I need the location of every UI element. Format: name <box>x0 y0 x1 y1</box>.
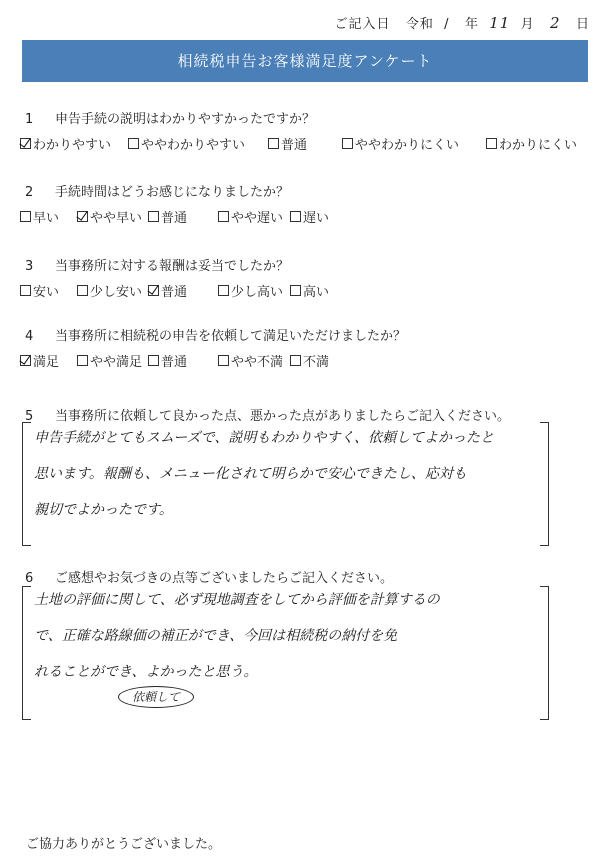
date-label: ご記入日 <box>334 17 391 32</box>
option-label: 満足 <box>33 355 60 370</box>
checkbox-icon[interactable] <box>77 285 88 296</box>
day-value: 2 <box>550 14 561 32</box>
checkbox-icon[interactable] <box>20 285 31 296</box>
inserted-note: 依頼して <box>118 686 194 708</box>
option-1[interactable] <box>20 281 59 300</box>
question-text: 当事務所に相続税の申告を依頼して満足いただけましたか？ <box>55 329 407 344</box>
option-label: 不満 <box>303 355 330 370</box>
question-text: ご感想やお気づきの点等ございましたらご記入ください。 <box>55 571 394 586</box>
answer-line: で、正確な路線価の補正ができ、今回は相続税の納付を免 <box>34 628 398 644</box>
answer-6-field[interactable] <box>34 582 539 690</box>
month-unit: 月 <box>520 17 535 32</box>
question-number: 5 <box>25 409 34 424</box>
option-4[interactable] <box>218 351 283 370</box>
option-label: わかりやすい <box>33 138 112 153</box>
era-label: 令和 <box>405 17 434 32</box>
checkbox-icon[interactable] <box>290 211 301 222</box>
option-label: 高い <box>303 285 330 300</box>
answer-line: 土地の評価に関して、必ず現地調査をしてから評価を計算するの <box>34 592 440 608</box>
checkbox-icon[interactable] <box>128 138 139 149</box>
option-label: わかりにくい <box>499 138 578 153</box>
checkbox-icon[interactable] <box>268 138 279 149</box>
checkbox-icon[interactable] <box>290 285 301 296</box>
answer-bracket-right <box>540 586 549 720</box>
option-label: 普通 <box>161 285 188 300</box>
thank-you-footer: ご協力ありがとうございました。 <box>26 837 222 852</box>
option-3[interactable] <box>148 281 187 300</box>
option-label: やや満足 <box>90 355 143 370</box>
question-number: 3 <box>25 259 34 274</box>
checkbox-icon[interactable] <box>486 138 497 149</box>
answer-line: 親切でよかったです。 <box>34 502 173 518</box>
checkbox-icon[interactable] <box>290 355 301 366</box>
answer-line: れることができ、よかったと思う。 <box>34 664 258 680</box>
year-unit: 年 <box>464 17 479 32</box>
option-label: ややわかりやすい <box>141 138 246 153</box>
answer-bracket-right <box>540 422 549 546</box>
option-label: やや早い <box>90 211 143 226</box>
checked-box-icon[interactable] <box>20 355 31 366</box>
option-5[interactable] <box>486 134 577 153</box>
answer-bracket-left <box>22 422 31 546</box>
option-3[interactable] <box>148 351 187 370</box>
option-3[interactable] <box>268 134 307 153</box>
checked-box-icon[interactable] <box>148 285 159 296</box>
checkbox-icon[interactable] <box>20 211 31 222</box>
option-4[interactable] <box>342 134 459 153</box>
option-label: やや不満 <box>231 355 284 370</box>
option-label: やや遅い <box>231 211 284 226</box>
day-unit: 日 <box>575 17 590 32</box>
date-line: ご記入日 令和 / 年 11 月 2 日 <box>334 14 590 32</box>
option-label: 少し安い <box>90 285 143 300</box>
option-1[interactable] <box>20 351 59 370</box>
option-2[interactable] <box>77 351 142 370</box>
question-number: 4 <box>25 329 34 344</box>
checkbox-icon[interactable] <box>148 355 159 366</box>
option-1[interactable] <box>20 207 59 226</box>
option-4[interactable] <box>218 207 283 226</box>
question-number: 6 <box>25 571 34 586</box>
option-3[interactable] <box>148 207 187 226</box>
question-number: 1 <box>25 112 34 127</box>
option-label: ややわかりにくい <box>355 138 460 153</box>
option-label: 遅い <box>303 211 330 226</box>
option-2[interactable] <box>77 281 142 300</box>
option-2[interactable] <box>128 134 245 153</box>
question-3 <box>25 255 289 274</box>
option-label: 安い <box>33 285 60 300</box>
question-text: 当事務所に依頼して良かった点、悪かった点がありましたらご記入ください。 <box>55 409 511 424</box>
option-label: 少し高い <box>231 285 284 300</box>
question-4 <box>25 325 406 344</box>
question-number: 2 <box>25 185 34 200</box>
option-2[interactable] <box>77 207 142 226</box>
checked-box-icon[interactable] <box>20 138 31 149</box>
checkbox-icon[interactable] <box>218 355 229 366</box>
option-5[interactable] <box>290 281 329 300</box>
survey-title-banner: 相続税申告お客様満足度アンケート <box>22 40 588 82</box>
option-5[interactable] <box>290 351 329 370</box>
question-text: 当事務所に対する報酬は妥当でしたか？ <box>55 259 290 274</box>
month-value: 11 <box>489 14 511 32</box>
checked-box-icon[interactable] <box>77 211 88 222</box>
option-label: 普通 <box>161 355 188 370</box>
question-text: 手続時間はどうお感じになりましたか？ <box>55 185 290 200</box>
question-1 <box>25 108 315 127</box>
option-1[interactable] <box>20 134 111 153</box>
question-text: 申告手続の説明はわかりやすかったですか？ <box>55 112 316 127</box>
option-label: 早い <box>33 211 60 226</box>
answer-bracket-left <box>22 586 31 720</box>
checkbox-icon[interactable] <box>218 285 229 296</box>
checkbox-icon[interactable] <box>77 355 88 366</box>
option-5[interactable] <box>290 207 329 226</box>
checkbox-icon[interactable] <box>148 211 159 222</box>
checkbox-icon[interactable] <box>218 211 229 222</box>
answer-5-field[interactable] <box>34 420 539 528</box>
answer-line: 申告手続がとてもスムーズで、説明もわかりやすく、依頼してよかったと <box>34 430 495 446</box>
option-label: 普通 <box>161 211 188 226</box>
checkbox-icon[interactable] <box>342 138 353 149</box>
question-2 <box>25 181 289 200</box>
answer-line: 思います。報酬も、メニュー化されて明らかで安心できたし、応対も <box>34 466 467 482</box>
option-4[interactable] <box>218 281 283 300</box>
option-label: 普通 <box>281 138 308 153</box>
